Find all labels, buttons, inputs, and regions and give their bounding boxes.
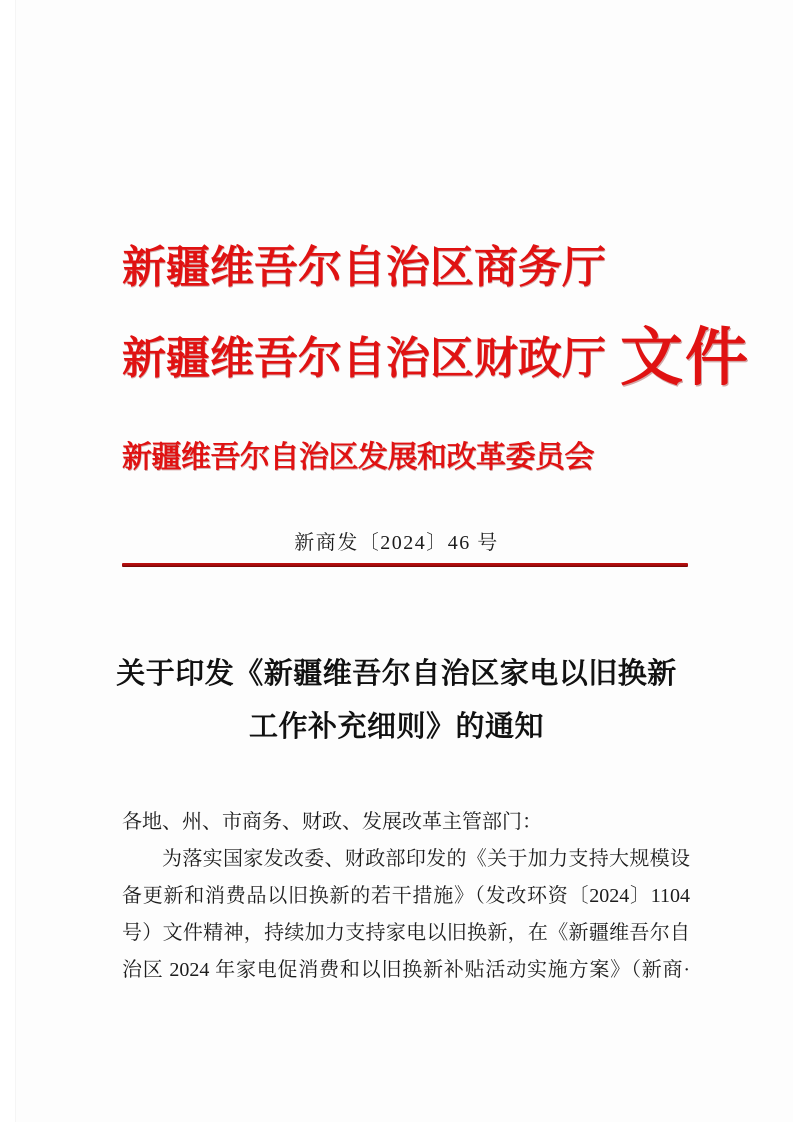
body-paragraph-line: 为落实国家发改委、财政部印发的《关于加力支持大规模设 (162, 848, 690, 870)
document-number: 新商发〔2024〕46 号 (294, 532, 499, 554)
body-paragraph-line: 号）文件精神，持续加力支持家电以旧换新，在《新疆维吾尔自 (122, 922, 690, 944)
document-title-line1: 关于印发《新疆维吾尔自治区家电以旧换新 (116, 658, 677, 690)
red-divider-line (122, 563, 688, 567)
header-org-finance-dept: 新疆维吾尔自治区财政厅 (122, 333, 606, 383)
body-salutation: 各地、州、市商务、财政、发展改革主管部门： (122, 811, 542, 833)
document-title (0, 648, 793, 754)
body-paragraph-line: 备更新和消费品以旧换新的若干措施》（发改环资〔2024〕1104 (122, 885, 690, 907)
header-org-commerce-dept: 新疆维吾尔自治区商务厅 (122, 243, 606, 292)
header-document-word: 文件 (620, 323, 750, 393)
body-paragraph-line: 治区 2024 年家电促消费和以旧换新补贴活动实施方案》（新商· (122, 959, 690, 981)
document-body (122, 804, 690, 989)
header-org-development-reform-commission: 新疆维吾尔自治区发展和改革委员会 (122, 441, 594, 474)
header-row-finance-dept (122, 323, 750, 393)
page-scan-edge (0, 0, 16, 1122)
document-title-line2: 工作补充细则》的通知 (248, 711, 544, 743)
